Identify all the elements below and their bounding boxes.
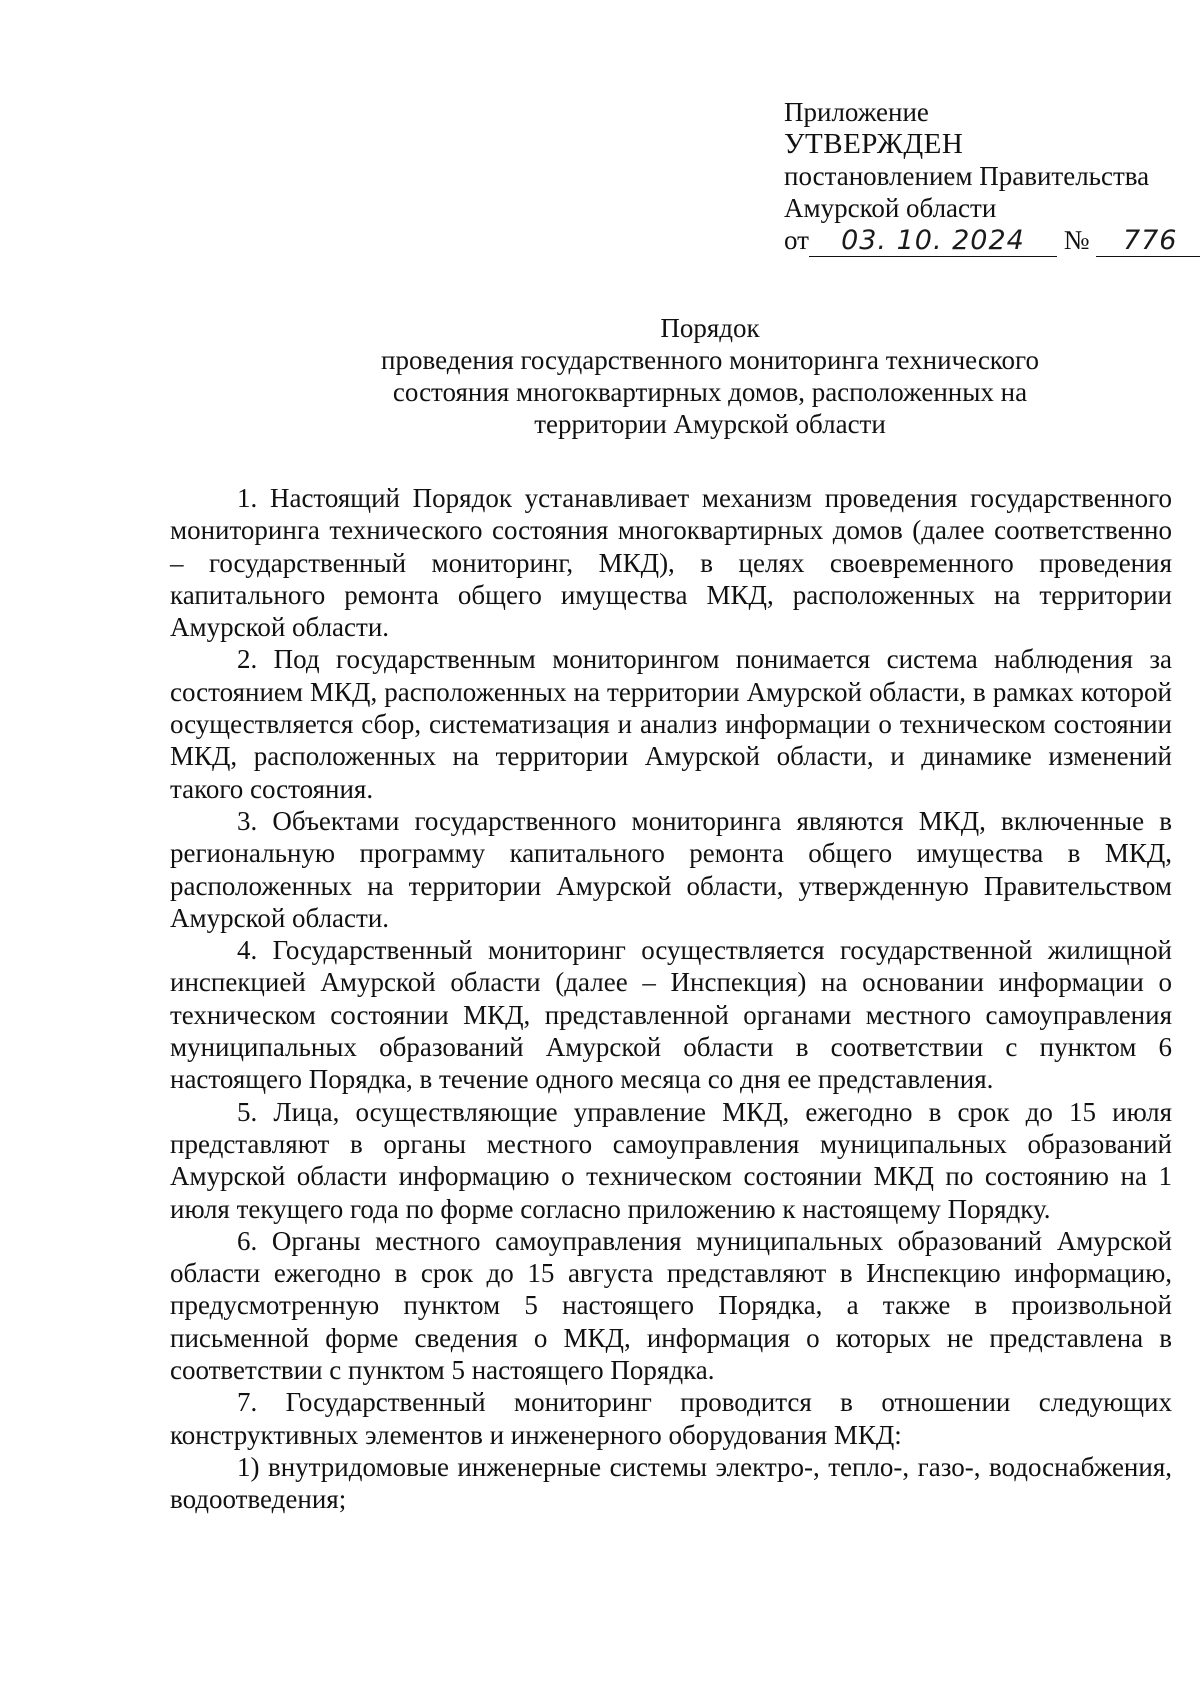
paragraph-7: 7. Государственный мониторинг проводится в отношении следующих конструктивных элементов и инженерного оборудования МКД: [170,1387,1172,1450]
number-prefix: № [1063,225,1090,255]
approved-label: УТВЕРЖДЕН [784,128,964,160]
document-body [170,482,1172,1516]
resolution-label: постановлением Правительства [784,161,1150,191]
paragraph-4: 4. Государственный мониторинг осуществляется государственной жилищной инспекцией Амурской области (далее – Инспекция) на основании информации о техническом состоянии МКД, представленной органами местного самоуправления муниципальных образований Амурской области в соответствии с пунктом 6 настоящего Порядка, в течение одного месяца со дня ее представления. [170,935,1172,1095]
title-line-2: проведения государственного мониторинга технического [381,345,1039,375]
region-label: Амурской области [784,193,997,223]
title-line-4: территории Амурской области [534,409,886,439]
paragraph-5: 5. Лица, осуществляющие управление МКД, ежегодно в срок до 15 июля представляют в органы местного самоуправления муниципальных образований Амурской области информацию о техническом состоянии МКД по состоянию на 1 июля текущего года по форме согласно приложению к настоящему Порядку. [170,1096,1172,1224]
title-line-1: Порядок [660,313,760,343]
approval-stamp-block [784,96,1184,257]
handwritten-number: 776 [1096,226,1200,257]
paragraph-2: 2. Под государственным мониторингом понимается система наблюдения за состоянием МКД, расположенных на территории Амурской области, в рамках которой осуществляется сбор, систематизация и анализ информации о техническом состоянии МКД, расположенных на территории Амурской области, и динамике изменений такого состояния. [170,644,1172,804]
paragraph-3: 3. Объектами государственного мониторинга являются МКД, включенные в региональную программу капитального ремонта общего имущества в МКД, расположенных на территории Амурской области, утвержденную Правительством Амурской области. [170,805,1172,933]
handwritten-date: 03. 10. 2024 [809,226,1057,257]
document-title [170,312,1200,440]
appendix-label: Приложение [784,97,929,127]
paragraph-1: 1. Настоящий Порядок устанавливает механизм проведения государственного мониторинга технического состояния многоквартирных домов (далее соответственно – государственный мониторинг, МКД), в целях своевременного проведения капитального ремонта общего имущества МКД, расположенных на территории Амурской области. [170,483,1172,643]
paragraph-7-item-1: 1) внутридомовые инженерные системы электро-, тепло-, газо-, водоснабжения, водоотведения; [170,1451,1172,1515]
date-prefix: от [784,225,809,255]
paragraph-6: 6. Органы местного самоуправления муниципальных образований Амурской области ежегодно в срок до 15 августа представляют в Инспекцию информацию, предусмотренную пунктом 5 настоящего Порядка, а также в произвольной письменной форме сведения о МКД, информация о которых не представлена в соответствии с пунктом 5 настоящего Порядка. [170,1225,1172,1386]
title-line-3: состояния многоквартирных домов, расположенных на [392,377,1028,407]
date-number-line [784,224,1184,257]
